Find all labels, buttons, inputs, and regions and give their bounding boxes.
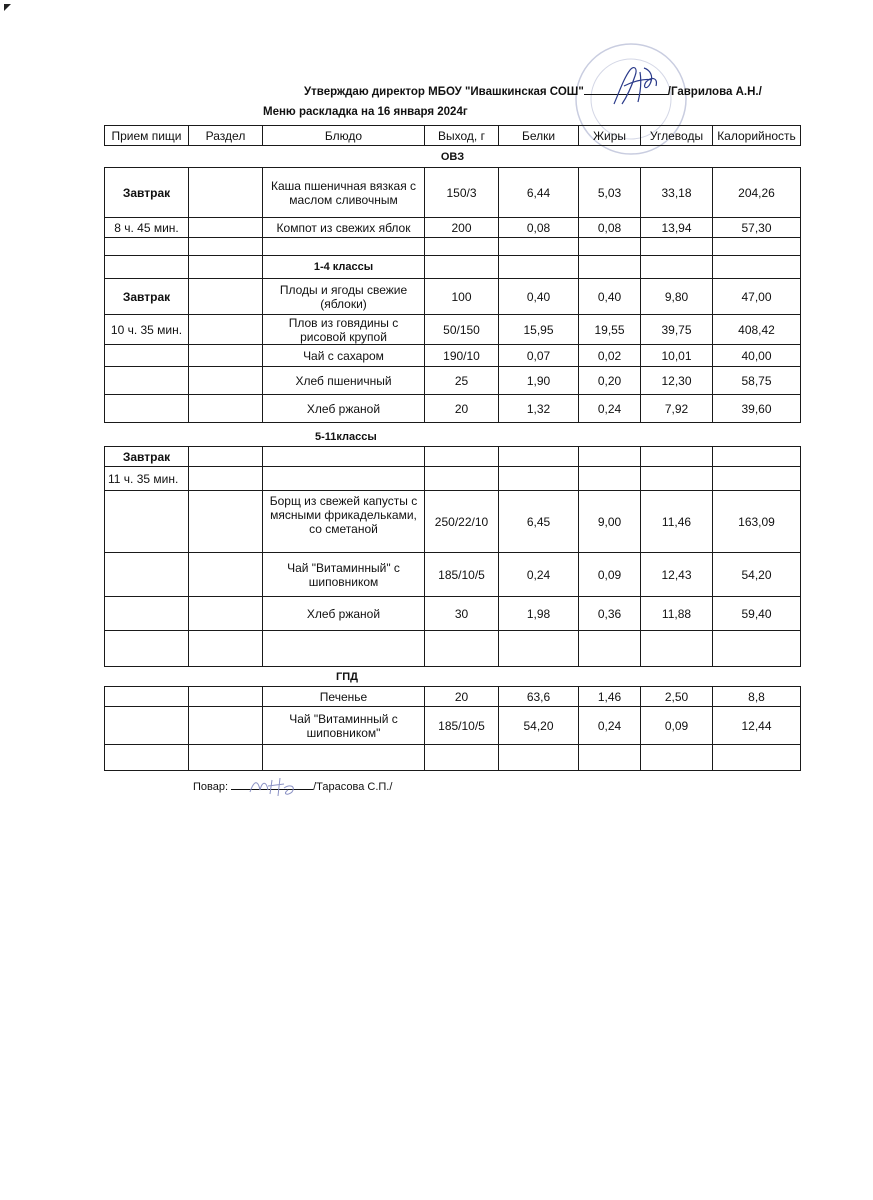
output-value: 250/22/10 [425, 491, 499, 553]
fat-value: 0,24 [579, 395, 641, 423]
dish-name: Каша пшеничная вязкая с маслом сливочным [263, 168, 425, 218]
calories-value: 8,8 [713, 687, 801, 707]
output-value: 20 [425, 687, 499, 707]
section-cell [189, 687, 263, 707]
table-row [105, 279, 801, 315]
protein-value: 6,44 [499, 168, 579, 218]
output-value: 150/3 [425, 168, 499, 218]
section-1-4: 1-4 классы [263, 256, 425, 279]
output-value: 190/10 [425, 345, 499, 367]
section-cell [189, 315, 263, 345]
meal-time: 10 ч. 35 мин. [105, 315, 189, 345]
section-row-1-4 [105, 256, 801, 279]
carbs-value: 0,09 [641, 707, 713, 745]
output-value: 200 [425, 218, 499, 238]
carbs-value: 39,75 [641, 315, 713, 345]
table-row [105, 491, 801, 553]
section-cell [189, 597, 263, 631]
dish-name: Плов из говядины с рисовой крупой [263, 315, 425, 345]
table-row [105, 345, 801, 367]
section-cell [189, 491, 263, 553]
dish-name: Печенье [263, 687, 425, 707]
section-cell [189, 218, 263, 238]
carbs-value: 12,43 [641, 553, 713, 597]
output-value: 50/150 [425, 315, 499, 345]
empty-row [105, 238, 801, 256]
section-5-11: 5-11классы [315, 431, 377, 443]
protein-value: 0,40 [499, 279, 579, 315]
meal-label: Завтрак [105, 168, 189, 218]
calories-value: 54,20 [713, 553, 801, 597]
approval-suffix: /Гаврилова А.Н./ [667, 86, 762, 98]
empty-row [105, 631, 801, 667]
empty-row [105, 745, 801, 771]
col-meal: Прием пищи [105, 126, 189, 146]
protein-value: 6,45 [499, 491, 579, 553]
fat-value: 0,40 [579, 279, 641, 315]
table-row [105, 467, 801, 491]
dish-name: Чай "Витаминный" с шиповником [263, 553, 425, 597]
dish-name: Хлеб пшеничный [263, 367, 425, 395]
section-gpd: ГПД [336, 671, 358, 683]
approval-line [304, 83, 762, 98]
col-output: Выход, г [425, 126, 499, 146]
dish-name: Плоды и ягоды свежие (яблоки) [263, 279, 425, 315]
output-value: 185/10/5 [425, 707, 499, 745]
carbs-value: 13,94 [641, 218, 713, 238]
dish-name: Борщ из свежей капусты с мясными фрикадельками, со сметаной [263, 491, 425, 553]
header-row [105, 126, 801, 146]
table-row [105, 367, 801, 395]
calories-value: 39,60 [713, 395, 801, 423]
protein-value: 1,90 [499, 367, 579, 395]
table-row [105, 395, 801, 423]
calories-value: 12,44 [713, 707, 801, 745]
fat-value: 0,08 [579, 218, 641, 238]
section-cell [189, 168, 263, 218]
protein-value: 0,07 [499, 345, 579, 367]
fat-value: 1,46 [579, 687, 641, 707]
output-value: 185/10/5 [425, 553, 499, 597]
calories-value: 57,30 [713, 218, 801, 238]
calories-value: 163,09 [713, 491, 801, 553]
section-row-ovz [105, 146, 801, 168]
col-fat: Жиры [579, 126, 641, 146]
fat-value: 5,03 [579, 168, 641, 218]
menu-table-main [104, 125, 801, 423]
menu-table-5-11 [104, 446, 801, 667]
fat-value: 0,36 [579, 597, 641, 631]
output-value: 25 [425, 367, 499, 395]
table-row [105, 168, 801, 218]
cook-label: Повар: [193, 781, 229, 793]
dish-name: Чай "Витаминный с шиповником" [263, 707, 425, 745]
fat-value: 0,02 [579, 345, 641, 367]
dish-name: Чай с сахаром [263, 345, 425, 367]
col-carbs: Углеводы [641, 126, 713, 146]
meal-time: 11 ч. 35 мин. [105, 467, 189, 491]
calories-value: 58,75 [713, 367, 801, 395]
col-section: Раздел [189, 126, 263, 146]
table-row [105, 315, 801, 345]
col-dish: Блюдо [263, 126, 425, 146]
table-row [105, 218, 801, 238]
dish-name: Хлеб ржаной [263, 597, 425, 631]
cook-signature [244, 772, 304, 800]
output-value: 20 [425, 395, 499, 423]
carbs-value: 2,50 [641, 687, 713, 707]
menu-title: Меню раскладка на 16 января 2024г [263, 106, 468, 118]
protein-value: 54,20 [499, 707, 579, 745]
section-cell [189, 345, 263, 367]
dish-name: Хлеб ржаной [263, 395, 425, 423]
section-cell [189, 553, 263, 597]
protein-value: 15,95 [499, 315, 579, 345]
carbs-value: 33,18 [641, 168, 713, 218]
table-row [105, 597, 801, 631]
section-cell [189, 279, 263, 315]
table-row [105, 707, 801, 745]
meal-label: Завтрак [105, 279, 189, 315]
col-protein: Белки [499, 126, 579, 146]
meal-time: 8 ч. 45 мин. [105, 218, 189, 238]
protein-value: 0,24 [499, 553, 579, 597]
calories-value: 408,42 [713, 315, 801, 345]
carbs-value: 10,01 [641, 345, 713, 367]
protein-value: 1,32 [499, 395, 579, 423]
table-row [105, 447, 801, 467]
table-row [105, 553, 801, 597]
calories-value: 204,26 [713, 168, 801, 218]
carbs-value: 12,30 [641, 367, 713, 395]
carbs-value: 7,92 [641, 395, 713, 423]
protein-value: 1,98 [499, 597, 579, 631]
section-cell [189, 367, 263, 395]
protein-value: 0,08 [499, 218, 579, 238]
dish-name: Компот из свежих яблок [263, 218, 425, 238]
director-signature [600, 60, 670, 110]
fat-value: 0,24 [579, 707, 641, 745]
table-row [105, 687, 801, 707]
approval-prefix: Утверждаю директор МБОУ "Ивашкинская СОШ" [304, 86, 584, 98]
carbs-value: 11,88 [641, 597, 713, 631]
meal-label: Завтрак [105, 447, 189, 467]
output-value: 30 [425, 597, 499, 631]
output-value: 100 [425, 279, 499, 315]
protein-value: 63,6 [499, 687, 579, 707]
col-calories: Калорийность [713, 126, 801, 146]
section-cell [189, 395, 263, 423]
fat-value: 19,55 [579, 315, 641, 345]
fat-value: 0,20 [579, 367, 641, 395]
corner-mark [4, 4, 11, 11]
menu-table-gpd [104, 686, 801, 771]
section-ovz: ОВЗ [105, 146, 801, 168]
fat-value: 9,00 [579, 491, 641, 553]
section-cell [189, 707, 263, 745]
calories-value: 47,00 [713, 279, 801, 315]
cook-name: /Тарасова С.П./ [313, 781, 393, 793]
calories-value: 59,40 [713, 597, 801, 631]
carbs-value: 11,46 [641, 491, 713, 553]
fat-value: 0,09 [579, 553, 641, 597]
carbs-value: 9,80 [641, 279, 713, 315]
calories-value: 40,00 [713, 345, 801, 367]
